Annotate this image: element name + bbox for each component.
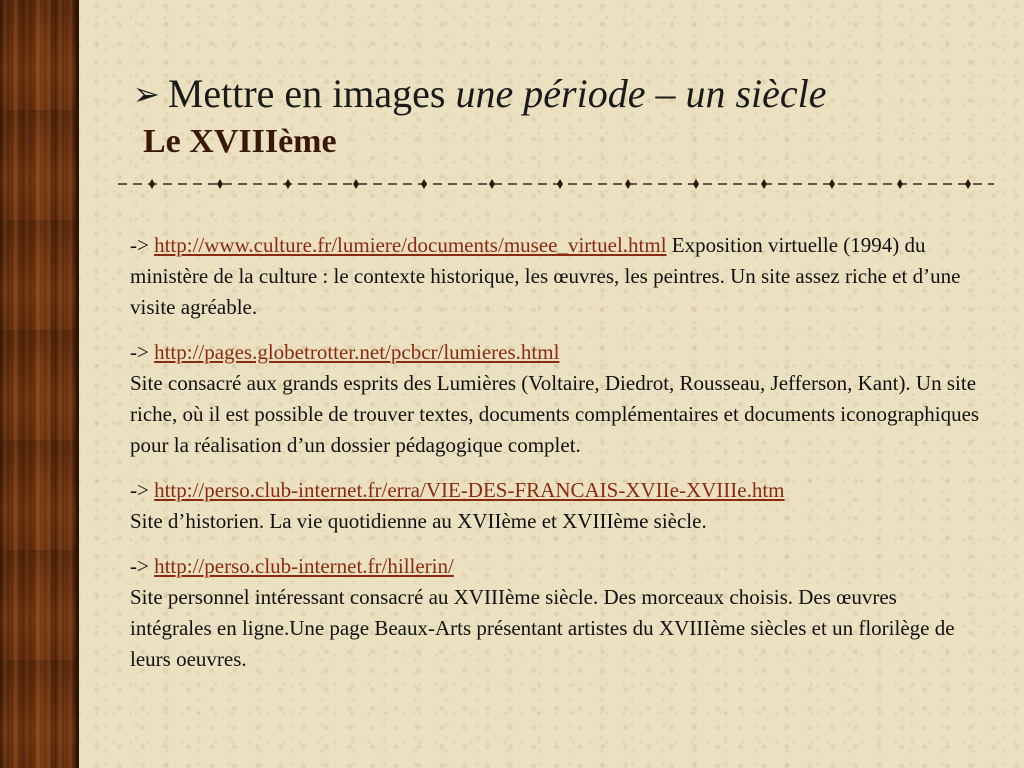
entry-description: Site consacré aux grands esprits des Lumières (Voltaire, Diedrot, Rousseau, Jefferson, Kant). Un site riche, où il est possible de trouver textes, documents complémentaires et documents iconographiques pour la réalisation d’un dossier pédagogique complet. [130, 371, 980, 457]
divider-ornament [829, 179, 835, 189]
divider-ornament [149, 179, 155, 189]
arrow-marker: -> [130, 478, 149, 502]
slide-title [133, 70, 827, 120]
list-item [130, 551, 980, 675]
arrow-bullet-icon: ➢ [133, 75, 160, 113]
divider-ornament [285, 179, 291, 189]
arrow-marker: -> [130, 233, 149, 257]
link-vie-des-francais[interactable]: http://perso.club-internet.fr/erra/VIE-DES-FRANCAIS-XVIIe-XVIIIe.htm [154, 478, 785, 502]
divider-ornament [897, 179, 903, 189]
divider-ornament [217, 179, 223, 189]
divider-ornament [353, 179, 359, 189]
entry-description: Site d’historien. La vie quotidienne au XVIIème et XVIIIème siècle. [130, 509, 707, 533]
link-hillerin[interactable]: http://perso.club-internet.fr/hillerin/ [154, 554, 454, 578]
list-item [130, 230, 980, 323]
divider-ornament [489, 179, 495, 189]
decorative-divider [118, 176, 994, 192]
link-globetrotter-lumieres[interactable]: http://pages.globetrotter.net/pcbcr/lumieres.html [154, 340, 560, 364]
slide-subtitle: Le XVIIIème [143, 123, 337, 160]
list-item [130, 475, 980, 537]
links-list [130, 230, 980, 689]
title-italic-text: une période – un siècle [455, 71, 827, 116]
arrow-marker: -> [130, 554, 149, 578]
divider-ornament [625, 179, 631, 189]
arrow-marker: -> [130, 340, 149, 364]
entry-description: Site personnel intéressant consacré au XVIIIème siècle. Des morceaux choisis. Des œuvres intégrales en ligne.Une page Beaux-Arts présentant artistes du XVIIIème siècles et un florilège de leurs oeuvres. [130, 585, 955, 671]
title-regular-text: Mettre en images [167, 71, 456, 116]
divider-ornament [693, 179, 699, 189]
entry-description: Exposition virtuelle (1994) du ministère de la culture : le contexte historique, les œuvres, les peintres. Un site assez riche et d’une visite agréable. [130, 233, 961, 319]
list-item [130, 337, 980, 461]
wood-border-edge [76, 0, 79, 768]
divider-ornament [761, 179, 767, 189]
link-musee-virtuel[interactable]: http://www.culture.fr/lumiere/documents/musee_virtuel.html [154, 233, 667, 257]
divider-ornament [557, 179, 563, 189]
divider-ornament [965, 179, 971, 189]
wood-border-decoration [0, 0, 78, 768]
divider-ornament [421, 179, 427, 189]
